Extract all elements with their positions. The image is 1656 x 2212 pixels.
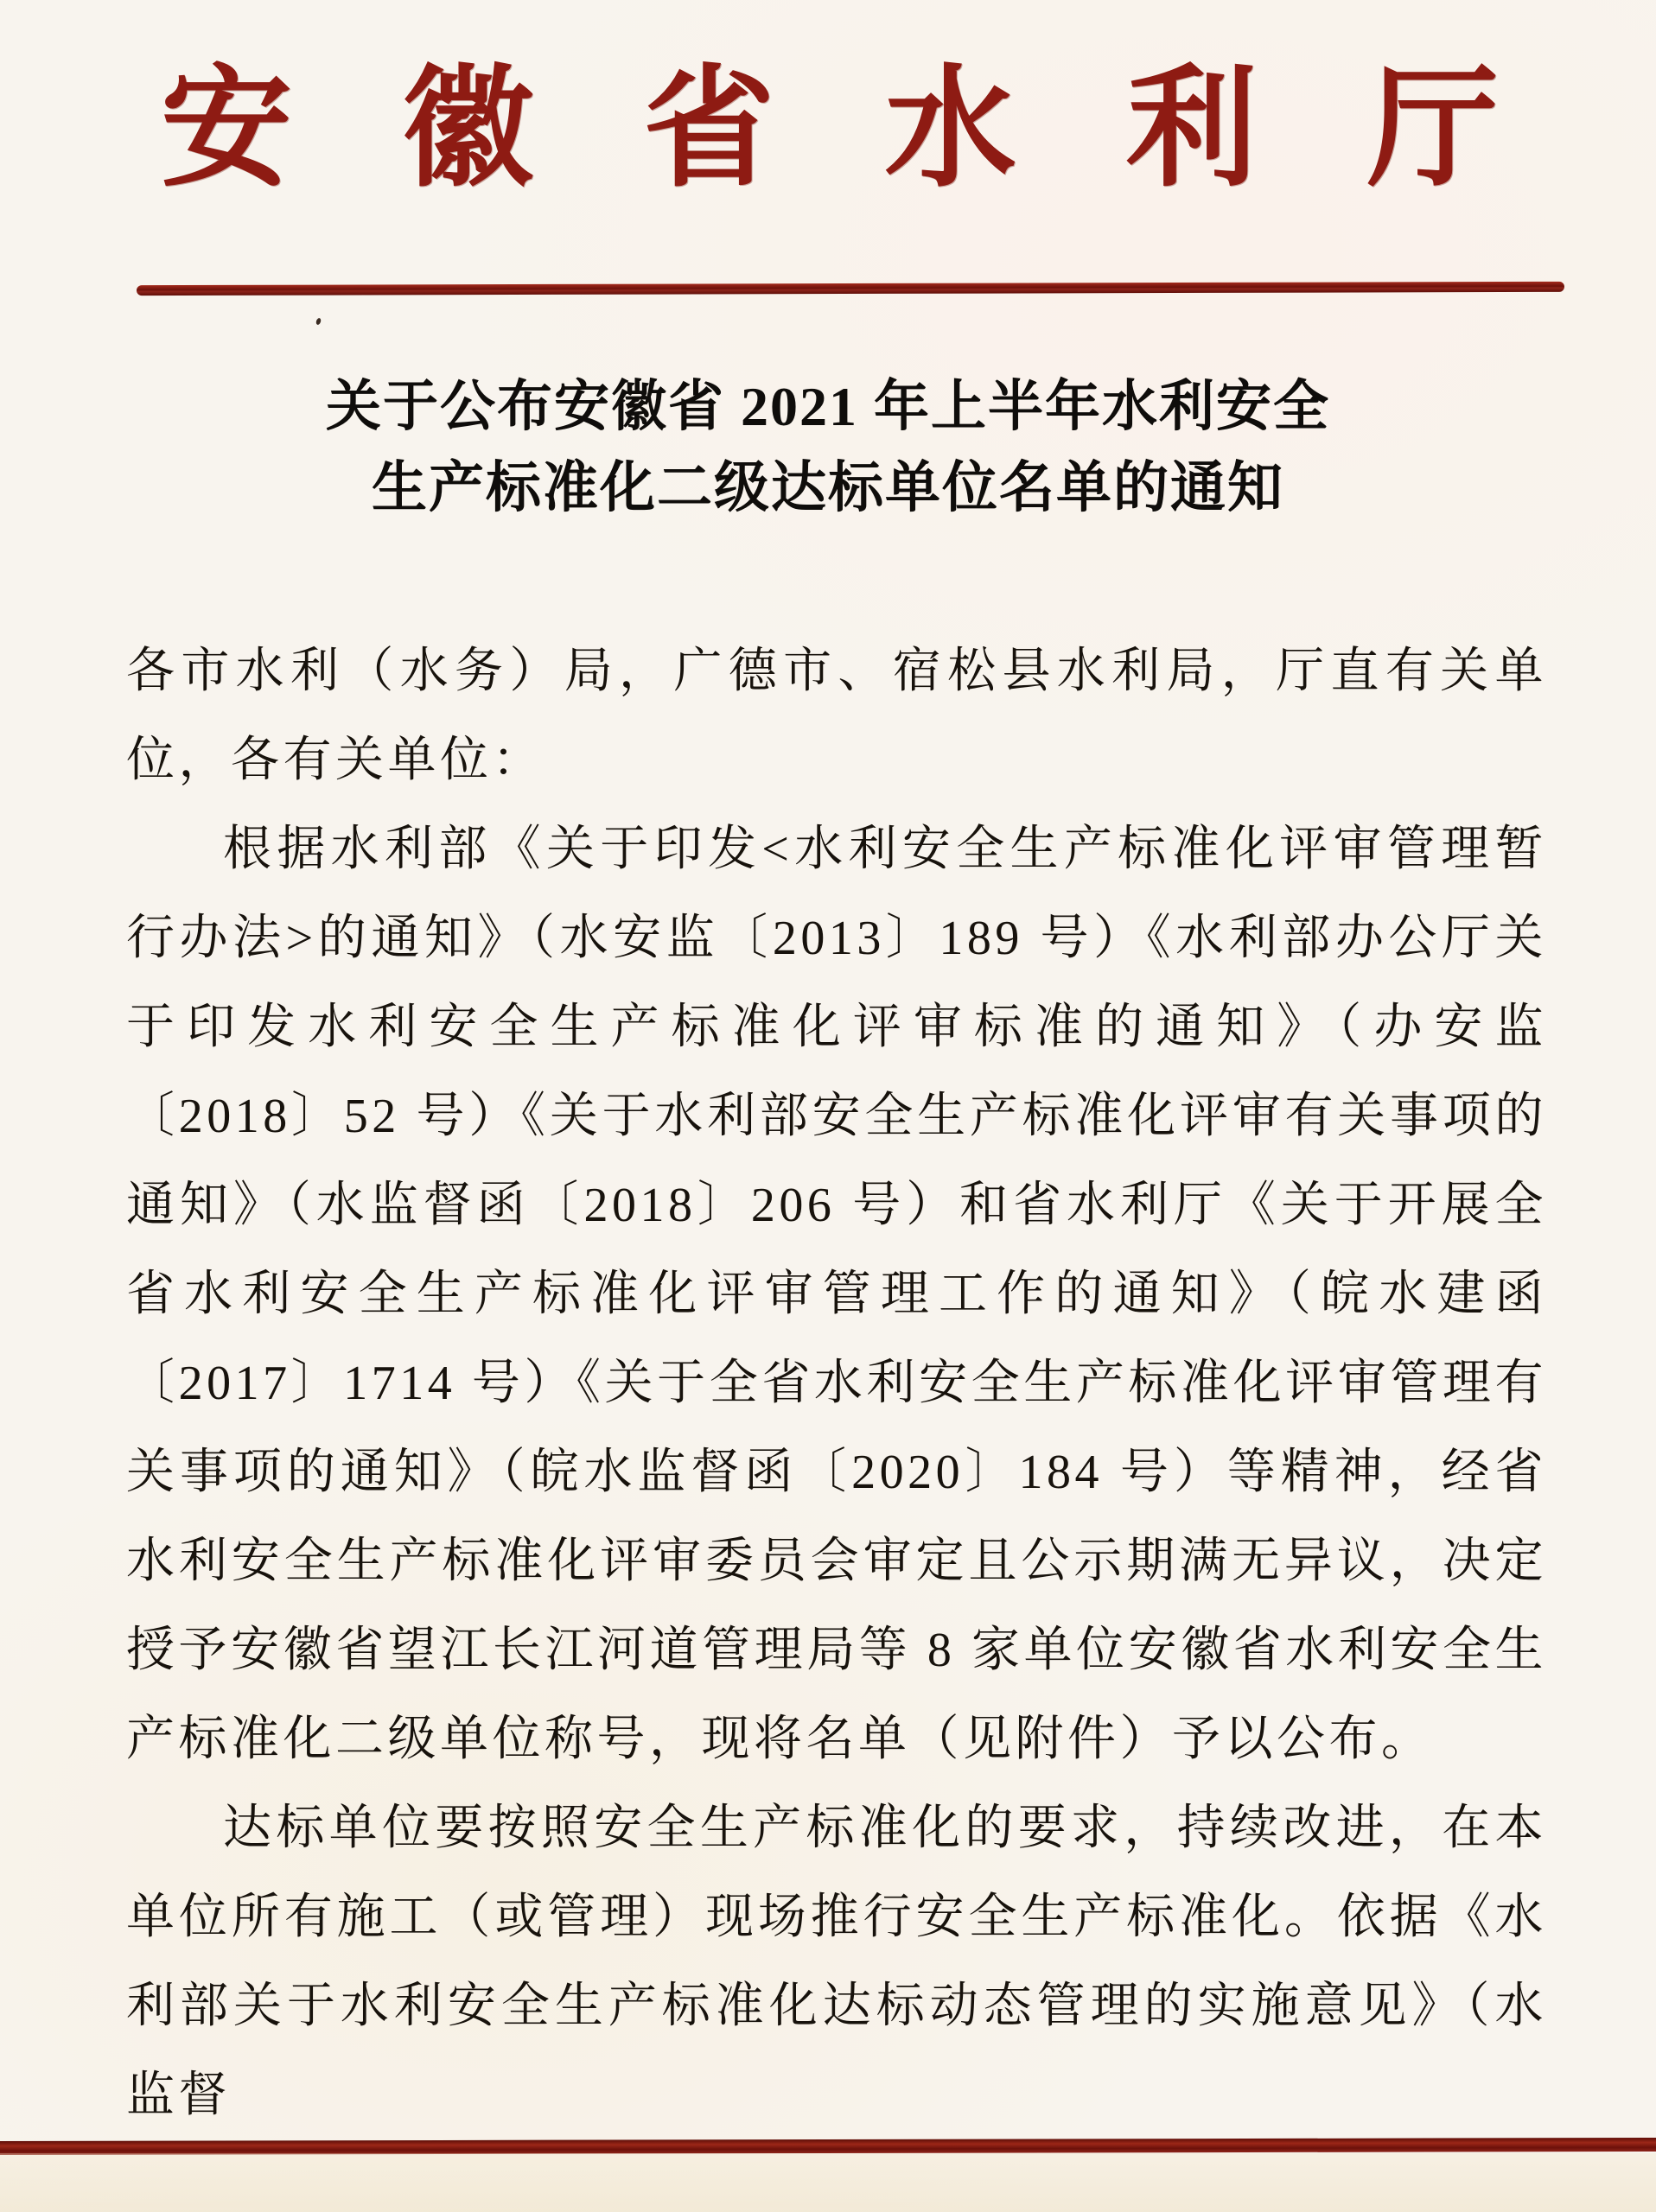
agency-letterhead-char: 徽 [402,57,534,202]
agency-letterhead-char: 安 [161,57,292,202]
document-title [0,366,1656,529]
paragraph-legal-basis: 根据水利部《关于印发<水利安全生产标准化评审管理暂行办法>的通知》（水安监〔2013〕189 号）《水利部办公厅关于印发水利安全生产标准化评审标准的通知》（办安监〔2018〕52 号）《关于水利部安全生产标准化评审有关事项的通知》（水监督函〔2018〕206 号）和省水利厅《关于开展全省水利安全生产标准化评审管理工作的通知》（皖水建函〔2017〕1714 号）《关于全省水利安全生产标准化评审管理有关事项的通知》（皖水监督函〔2020〕184 号）等精神，经省水利安全生产标准化评审委员会审定且公示期满无异议，决定授予安徽省望江长江河道管理局等 8 家单位安徽省水利安全生产标准化二级单位称号，现将名单（见附件）予以公布。 [126,823,1547,1766]
ink-speck [315,317,322,325]
header-divider-line [137,282,1564,296]
salutation: 各市水利（水务）局，广德市、宿松县水利局，厅直有关单位，各有关单位： [126,645,1547,787]
agency-letterhead-char: 厅 [1366,57,1499,202]
agency-letterhead [161,31,1499,204]
agency-letterhead-char: 水 [884,57,1016,202]
page-bottom-edge [0,2153,1656,2212]
document-body [126,627,1547,2140]
agency-letterhead-char: 利 [1125,57,1258,202]
document-title-line-1: 关于公布安徽省 2021 年上半年水利安全 [326,376,1330,437]
paragraph-requirements: 达标单位要按照安全生产标准化的要求，持续改进，在本单位所有施工（或管理）现场推行安全生产标准化。依据《水利部关于水利安全生产标准化达标动态管理的实施意见》（水监督 [126,1802,1547,2122]
document-title-line-2: 生产标准化二级达标单位名单的通知 [372,457,1284,518]
agency-letterhead-char: 省 [643,57,775,202]
